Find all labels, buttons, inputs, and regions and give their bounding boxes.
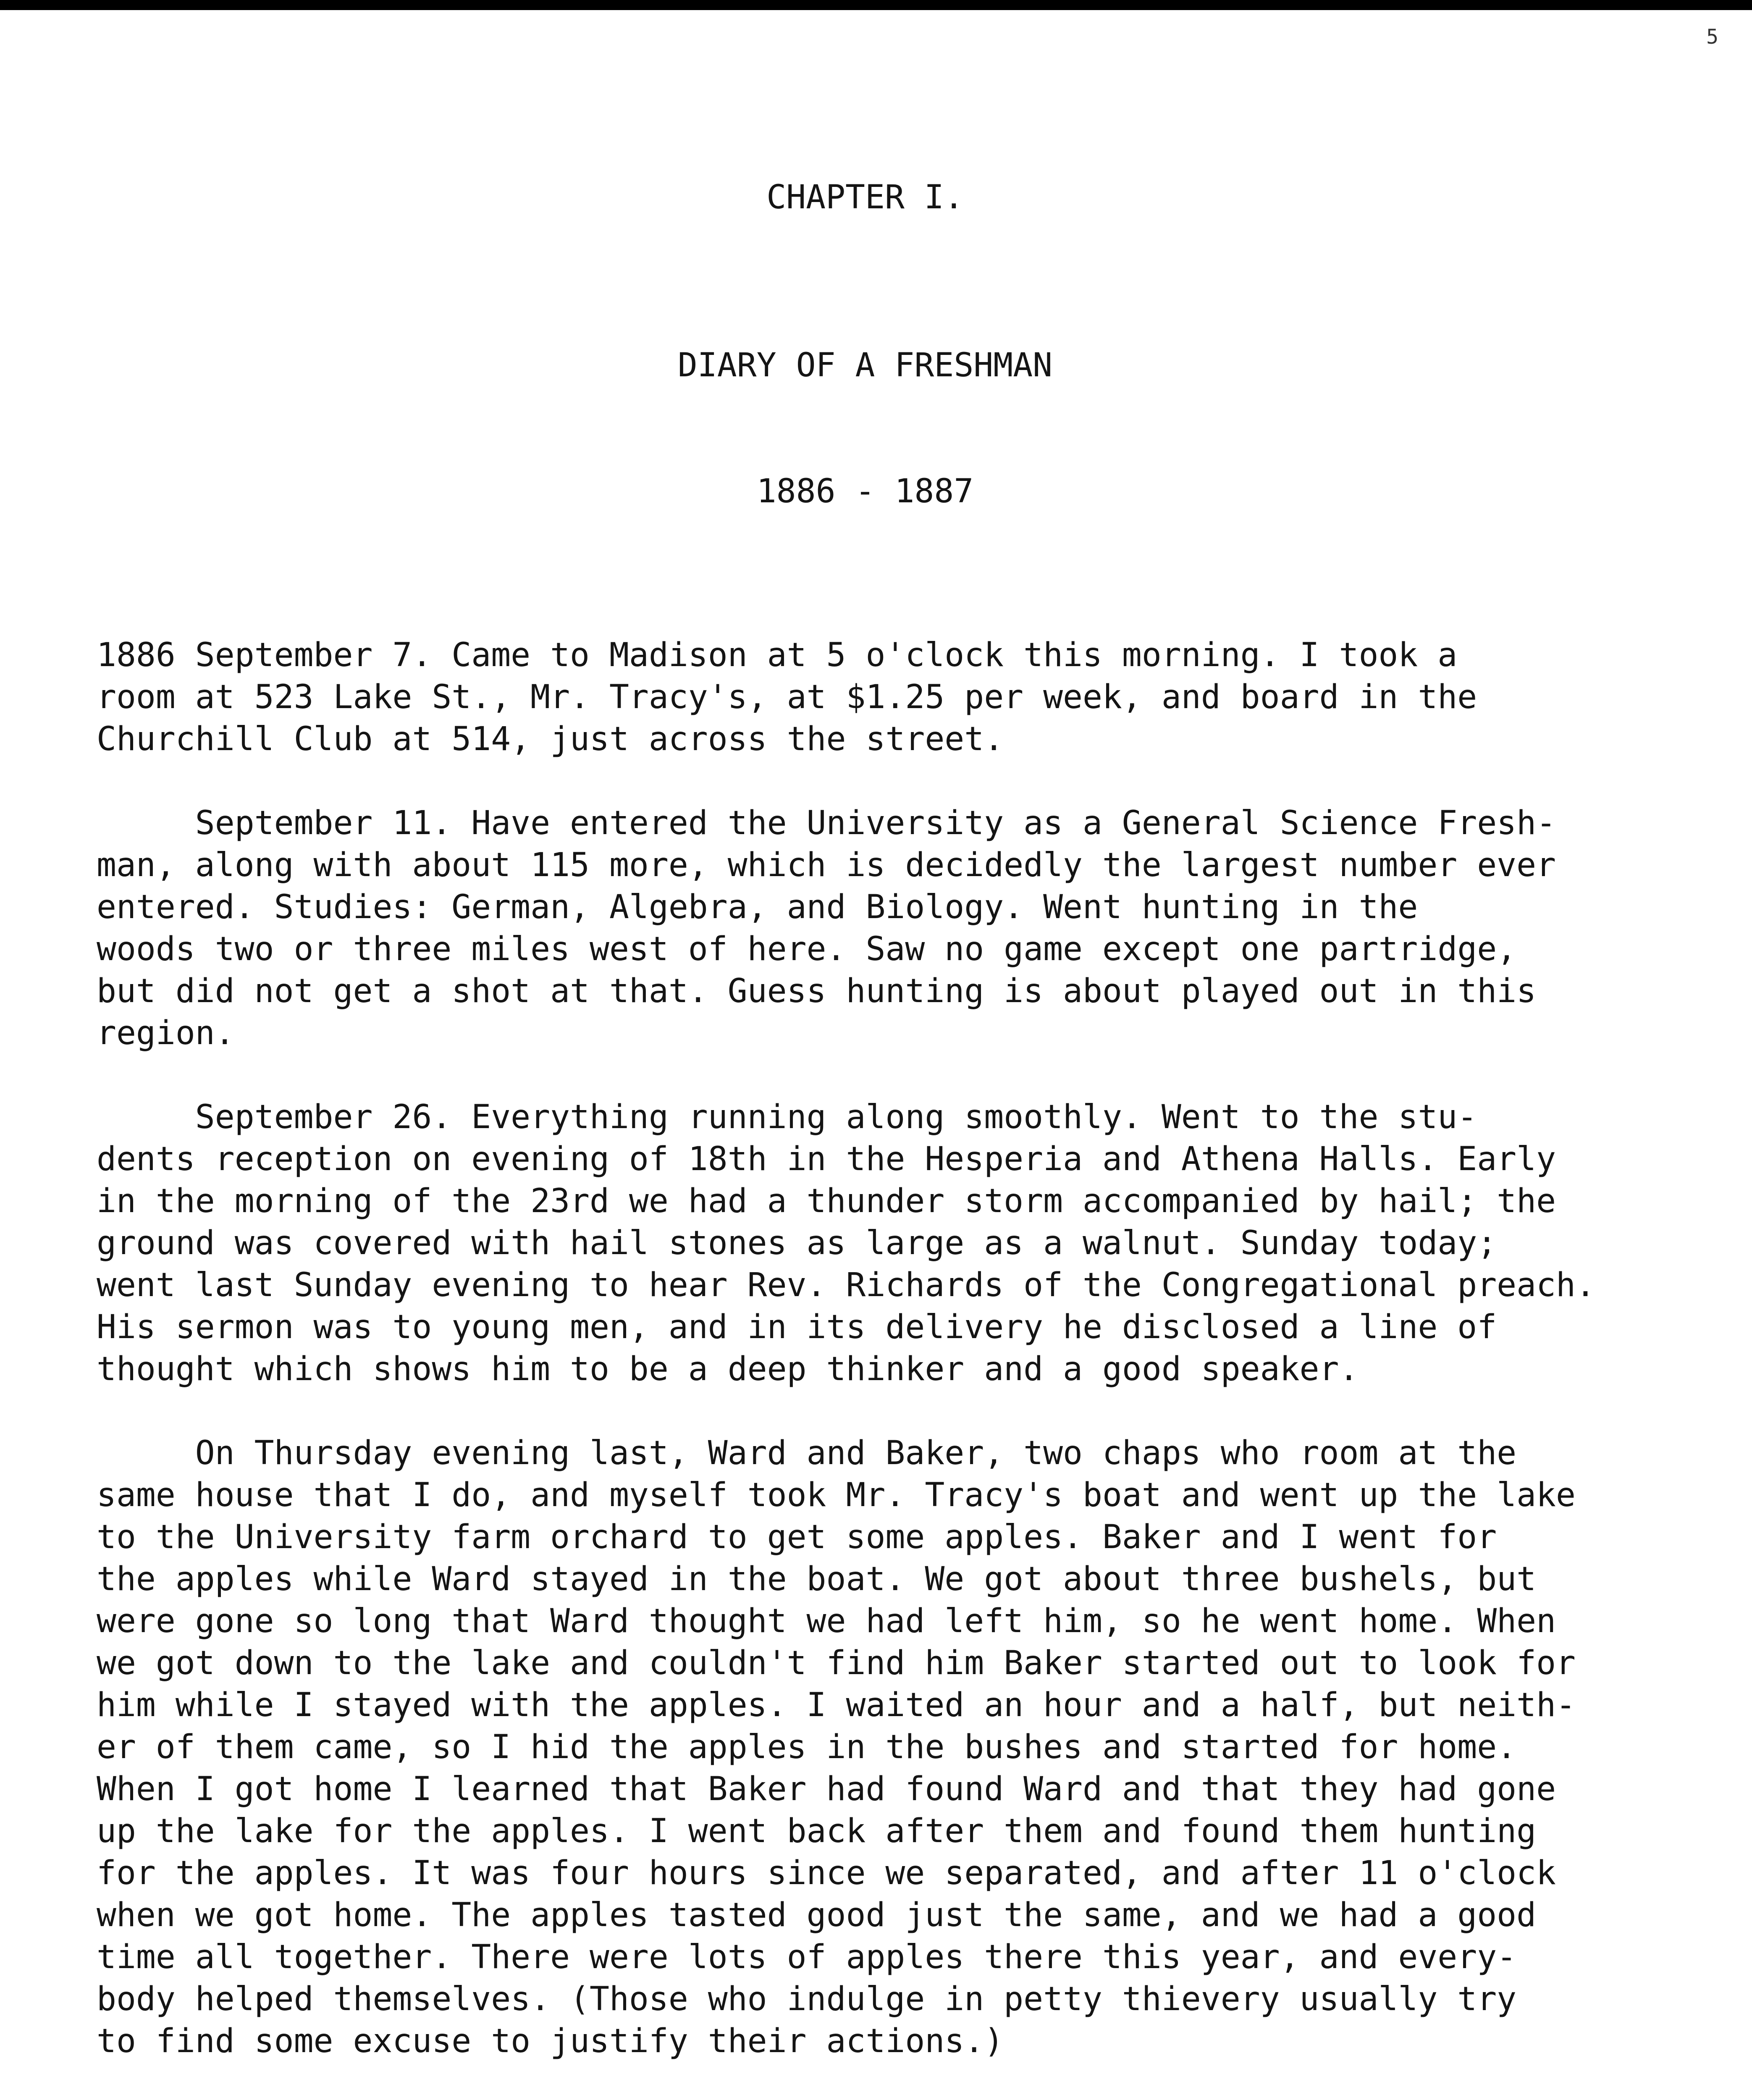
text-line: in the morning of the 23rd we had a thunder storm accompanied by hail; the [97, 1182, 1556, 1220]
text-line: September 11. Have entered the University as a General Science Fresh- [97, 804, 1556, 842]
diary-paragraph [97, 1432, 1676, 2062]
text-line: we got down to the lake and couldn't find him Baker started out to look for [97, 1644, 1576, 1682]
text-line: dents reception on evening of 18th in the Hesperia and Athena Halls. Early [97, 1140, 1556, 1178]
text-line: woods two or three miles west of here. Saw no game except one partridge, [97, 930, 1517, 968]
text-line: er of them came, so I hid the apples in the bushes and started for home. [97, 1728, 1517, 1766]
text-line: up the lake for the apples. I went back after them and found them hunting [97, 1812, 1537, 1850]
page-number-mark: 5 [1706, 25, 1718, 49]
diary-paragraph [97, 1096, 1676, 1390]
text-line: September 26. Everything running along smoothly. Went to the stu- [97, 1098, 1477, 1136]
document-years: 1886 - 1887 [756, 472, 974, 510]
document-page [97, 92, 1676, 2100]
diary-paragraph [97, 802, 1676, 1054]
diary-paragraph [97, 634, 1676, 760]
text-line: for the apples. It was four hours since we separated, and after 11 o'clock [97, 1854, 1556, 1892]
text-line: ground was covered with hail stones as large as a walnut. Sunday today; [97, 1224, 1497, 1262]
text-line: same house that I do, and myself took Mr. Tracy's boat and went up the lake [97, 1476, 1576, 1514]
text-line: man, along with about 115 more, which is decidedly the largest number ever [97, 846, 1556, 884]
text-line: On Thursday evening last, Ward and Baker, two chaps who room at the [97, 1434, 1517, 1472]
diary-body [97, 634, 1676, 2100]
text-line: Churchill Club at 514, just across the street. [97, 720, 1004, 758]
text-line: His sermon was to young men, and in its delivery he disclosed a line of [97, 1308, 1497, 1346]
text-line: when we got home. The apples tasted good just the same, and we had a good [97, 1896, 1537, 1934]
text-line: region. [97, 1014, 235, 1052]
chapter-heading: CHAPTER I. [766, 178, 964, 216]
text-line: time all together. There were lots of apples there this year, and every- [97, 1938, 1517, 1976]
text-line: him while I stayed with the apples. I waited an hour and a half, but neith- [97, 1686, 1576, 1724]
text-line: thought which shows him to be a deep thinker and a good speaker. [97, 1350, 1359, 1388]
text-line: went last Sunday evening to hear Rev. Richards of the Congregational preach. [97, 1266, 1595, 1304]
text-line: entered. Studies: German, Algebra, and Biology. Went hunting in the [97, 888, 1418, 926]
document-title: DIARY OF A FRESHMAN [677, 346, 1053, 384]
text-line: to the University farm orchard to get some apples. Baker and I went for [97, 1518, 1497, 1556]
text-line: 1886 September 7. Came to Madison at 5 o'clock this morning. I took a [97, 636, 1458, 674]
text-line: the apples while Ward stayed in the boat. We got about three bushels, but [97, 1560, 1537, 1598]
text-line: were gone so long that Ward thought we had left him, so he went home. When [97, 1602, 1556, 1640]
text-line: but did not get a shot at that. Guess hunting is about played out in this [97, 972, 1537, 1010]
page-top-edge [0, 0, 1752, 10]
text-line: body helped themselves. (Those who indulge in petty thievery usually try [97, 1980, 1517, 2018]
text-line: to find some excuse to justify their actions.) [97, 2022, 1004, 2060]
text-line: When I got home I learned that Baker had found Ward and that they had gone [97, 1770, 1556, 1808]
text-line: room at 523 Lake St., Mr. Tracy's, at $1.25 per week, and board in the [97, 678, 1477, 716]
